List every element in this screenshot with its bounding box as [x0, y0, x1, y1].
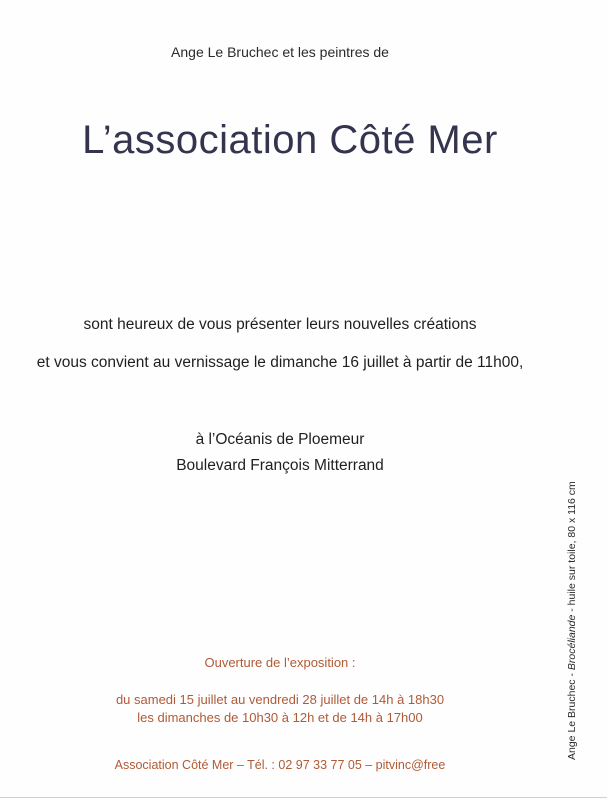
- page-edge-divider: [0, 797, 607, 798]
- exhibition-opening-heading: Ouverture de l’exposition :: [204, 655, 356, 670]
- contact-line: Association Côté Mer – Tél. : 02 97 33 77 05 – pitvinc@free: [114, 758, 446, 772]
- venue-name: à l’Océanis de Ploemeur: [195, 431, 365, 448]
- exhibition-hours-weekdays: du samedi 15 juillet au vendredi 28 juillet de 14h à 18h30: [115, 692, 445, 707]
- artwork-artist: Ange Le Bruchec -: [566, 670, 578, 760]
- artwork-title: Brocéliande: [566, 614, 578, 671]
- page-title: L’association Côté Mer: [82, 118, 498, 162]
- artwork-credit: [566, 481, 578, 760]
- invitation-text-line-1: sont heureux de vous présenter leurs nouvelles créations: [83, 316, 477, 333]
- venue-address: Boulevard François Mitterrand: [176, 457, 384, 474]
- intro-line: Ange Le Bruchec et les peintres de: [171, 44, 389, 60]
- artwork-details: - huile sur toile, 80 x 116 cm: [566, 481, 578, 615]
- invitation-text-line-2: et vous convient au vernissage le dimanche 16 juillet à partir de 11h00,: [36, 354, 524, 371]
- exhibition-hours-sundays: les dimanches de 10h30 à 12h et de 14h à 17h00: [137, 710, 423, 725]
